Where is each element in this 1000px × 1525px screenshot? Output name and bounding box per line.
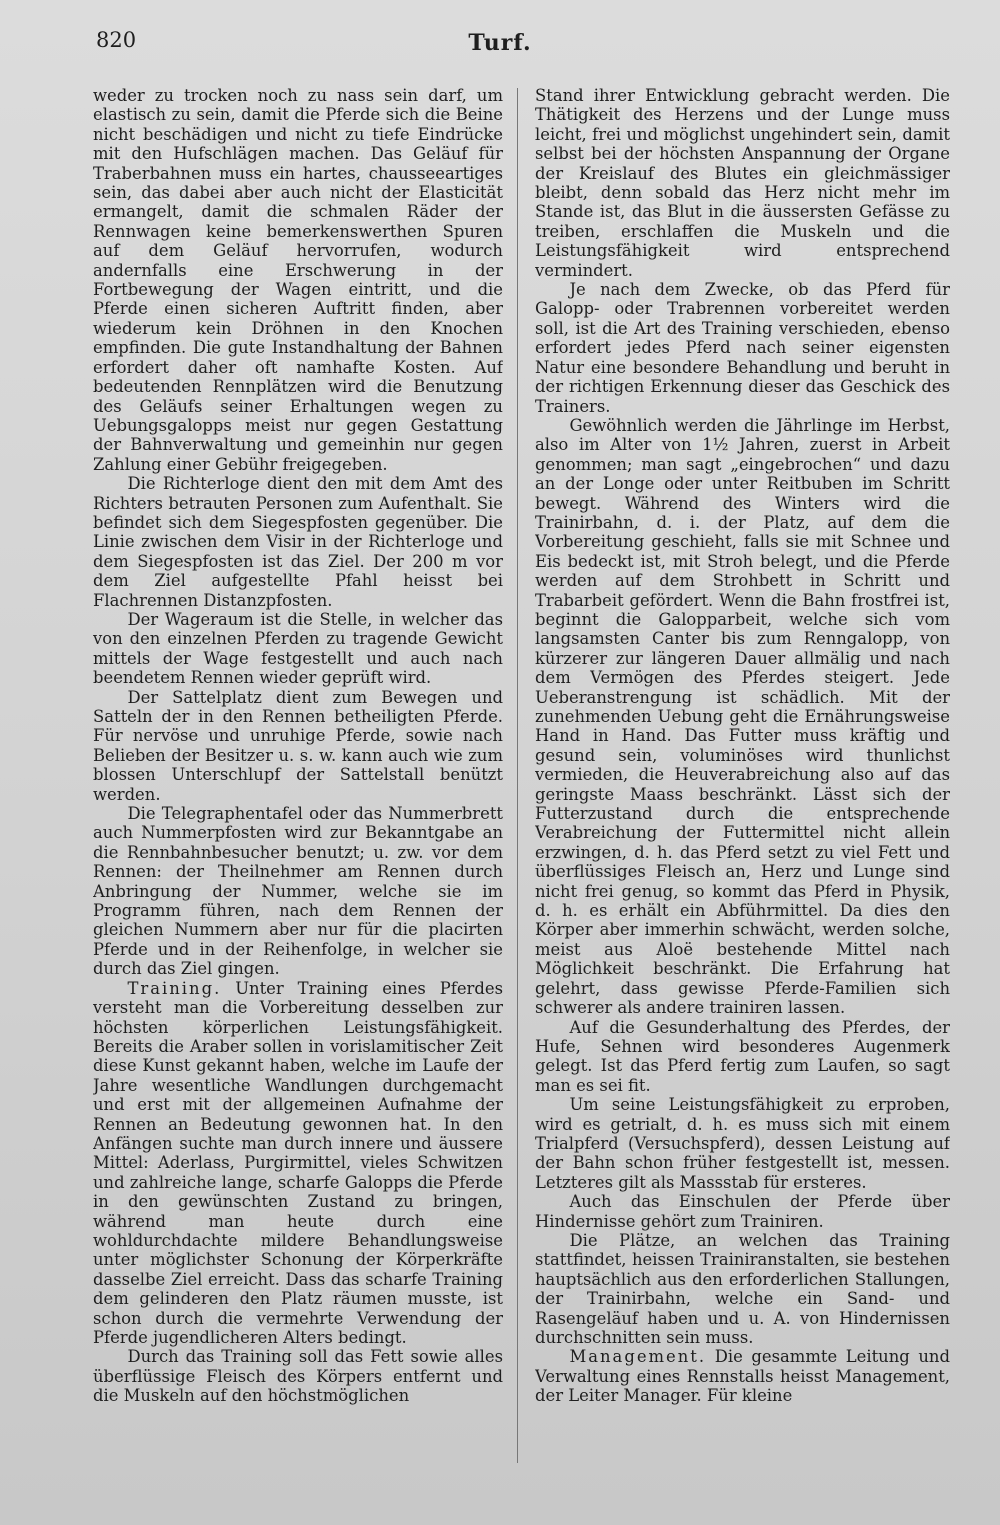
paragraph: Um seine Leistungsfähigkeit zu erproben, wird es getrialt, d. h. es muss sich mit einem Trialpferd (Versuchspferd), dessen Leistung auf der Bahn schon früher festgestellt ist, messen. Letzteres gilt als Massstab für ersteres. — [535, 1095, 950, 1192]
right-column — [535, 86, 950, 1476]
paragraph: Stand ihrer Entwicklung gebracht werden. Die Thätigkeit des Herzens und der Lunge muss leicht, frei und möglichst ungehindert sein, damit selbst bei der höchsten Anspannung der Organe der Kreislauf des Blutes ein gleichmässiger bleibt, denn sobald das Herz nicht mehr im Stande ist, das Blut in die äussersten Gefässe zu treiben, erschlaffen die Muskeln und die Leistungsfähigkeit wird entsprechend vermindert. — [535, 86, 950, 280]
paragraph: Gewöhnlich werden die Jährlinge im Herbst, also im Alter von 1½ Jahren, zuerst in Arbeit genommen; man sagt „eingebrochen“ und dazu an der Longe oder unter Reitbuben im Schritt bewegt. Während des Winters wird die Trainirbahn, d. i. der Platz, auf dem die Vorbereitung geschieht, falls sie mit Schnee und Eis bedeckt ist, mit Stroh belegt, und die Pferde werden auf dem Strohbett in Schritt und Trabarbeit gefördert. Wenn die Bahn frostfrei ist, beginnt die Galopparbeit, welche sich vom langsamsten Canter bis zum Renngalopp, von kürzerer zur längeren Dauer allmälig und nach dem Vermögen des Pferdes steigert. Jede Ueberanstrengung ist schädlich. Mit der zunehmenden Uebung geht die Ernährungsweise Hand in Hand. Das Futter muss kräftig und gesund sein, voluminöses wird thunlichst vermieden, die Heuverabreichung also auf das geringste Maass beschränkt. Lässt sich der Futterzustand durch die entsprechende Verabreichung der Futtermittel nicht allein erzwingen, d. h. das Pferd setzt zu viel Fett und überflüssiges Fleisch an, Herz und Lunge sind nicht frei genug, so kommt das Pferd in Physik, d. h. es erhält ein Abführmittel. Da dies den Körper aber immerhin schwächt, werden solche, meist aus Aloë bestehende Mittel nach Möglichkeit beschränkt. Die Erfahrung hat gelehrt, dass gewisse Pferde-Familien sich schwerer als andere trainiren lassen. — [535, 415, 950, 1018]
page-header — [0, 28, 1000, 68]
paragraph: Die Telegraphentafel oder das Nummerbrett auch Nummerpfosten wird zur Bekanntgabe an die Rennbahnbesucher benutzt; u. zw. vor dem Rennen: der Theilnehmer am Rennen durch Anbringung der Nummer, welche sie im Programm führen, nach dem Rennen der gleichen Nummern aber nur für die placirten Pferde und in der Reihenfolge, in welcher sie durch das Ziel gingen. — [93, 804, 503, 979]
page-number: 820 — [96, 28, 137, 52]
left-column — [93, 86, 503, 1476]
paragraph: Der Sattelplatz dient zum Bewegen und Satteln der in den Rennen betheiligten Pferde. Für nervöse und unruhige Pferde, sowie nach Belieben der Besitzer u. s. w. kann auch wie zum blossen Unterschlupf der Sattelstall benützt werden. — [93, 687, 503, 804]
section-heading: Management. — [569, 1347, 707, 1367]
paragraph: Durch das Training soll das Fett sowie alles überflüssige Fleisch des Körpers entfernt und die Muskeln auf den höchstmöglichen — [93, 1347, 503, 1406]
section-heading: Training. — [127, 978, 222, 998]
paragraph: Die Plätze, an welchen das Training stattfindet, heissen Trainiranstalten, sie bestehen hauptsächlich aus den erforderlichen Stallungen, der Trainirbahn, welche ein Sand- und Rasengeläuf haben und u. A. von Hindernissen durchschnitten sein muss. — [535, 1230, 950, 1347]
paragraph: weder zu trocken noch zu nass sein darf, um elastisch zu sein, damit die Pferde sich die Beine nicht beschädigen und nicht zu tiefe Eindrücke mit den Hufschlägen machen. Das Geläuf für Traberbahnen muss ein hartes, chausseeartiges sein, das dabei aber auch nicht der Elasticität ermangelt, damit die schmalen Räder der Rennwagen keine bemerkenswerthen Spuren auf dem Geläuf hervorrufen, wodurch andernfalls eine Erschwerung in der Fortbewegung der Wagen eintritt, und die Pferde einen sicheren Auftritt finden, aber wiederum kein Dröhnen in den Knochen empfinden. Die gute Instandhaltung der Bahnen erfordert daher oft namhafte Kosten. Auf bedeutenden Rennplätzen wird die Benutzung des Geläufs seiner Erhaltungen wegen zu Uebungsgalopps meist nur gegen Gestattung der Bahnverwaltung und gemeinhin nur gegen Zahlung einer Gebühr freigegeben. — [93, 86, 503, 474]
paragraph: Management. Die gesammte Leitung und Verwaltung eines Rennstalls heisst Management, der Leiter Manager. Für kleine — [535, 1347, 950, 1406]
paragraph: Auf die Gesunderhaltung des Pferdes, der Hufe, Sehnen wird besonderes Augenmerk gelegt. Ist das Pferd fertig zum Laufen, so sagt man es sei fit. — [535, 1017, 950, 1095]
paragraph: Auch das Einschulen der Pferde über Hindernisse gehört zum Trainiren. — [535, 1192, 950, 1231]
running-head: Turf. — [468, 30, 532, 56]
paragraph: Die Richterloge dient den mit dem Amt des Richters betrauten Personen zum Aufenthalt. Sie befindet sich dem Siegespfosten gegenüber. Die Linie zwischen dem Visir in der Richterloge und dem Siegespfosten ist das Ziel. Der 200 m vor dem Ziel aufgestellte Pfahl heisst bei Flachrennen Distanzpfosten. — [93, 474, 503, 610]
paragraph: Der Wageraum ist die Stelle, in welcher das von den einzelnen Pferden zu tragende Gewicht mittels der Wage festgestellt und auch nach beendetem Rennen wieder geprüft wird. — [93, 609, 503, 688]
column-divider — [517, 88, 518, 1463]
paragraph: Training. Unter Training eines Pferdes versteht man die Vorbereitung desselben zur höchsten körperlichen Leistungsfähigkeit. Bereits die Araber sollen in vorislamitischer Zeit diese Kunst gekannt haben, welche im Laufe der Jahre wesentliche Wandlungen durchgemacht und erst mit der allgemeinen Aufnahme der Rennen an Bedeutung gewonnen hat. In den Anfängen suchte man durch innere und äussere Mittel: Aderlass, Purgirmittel, vieles Schwitzen und zahlreiche lange, scharfe Galopps die Pferde in den gewünschten Zustand zu bringen, während man heute durch eine wohldurchdachte mildere Behandlungsweise unter möglichster Schonung der Körperkräfte dasselbe Ziel erreicht. Dass das scharfe Training dem gelinderen den Platz räumen musste, ist schon durch die vermehrte Verwendung der Pferde jugendlicheren Alters bedingt. — [93, 978, 503, 1347]
paragraph: Je nach dem Zwecke, ob das Pferd für Galopp- oder Trabrennen vorbereitet werden soll, ist die Art des Training verschieden, ebenso erfordert jedes Pferd nach seiner eigensten Natur eine besondere Behandlung und beruht in der richtigen Erkennung dieser das Geschick des Trainers. — [535, 280, 950, 416]
